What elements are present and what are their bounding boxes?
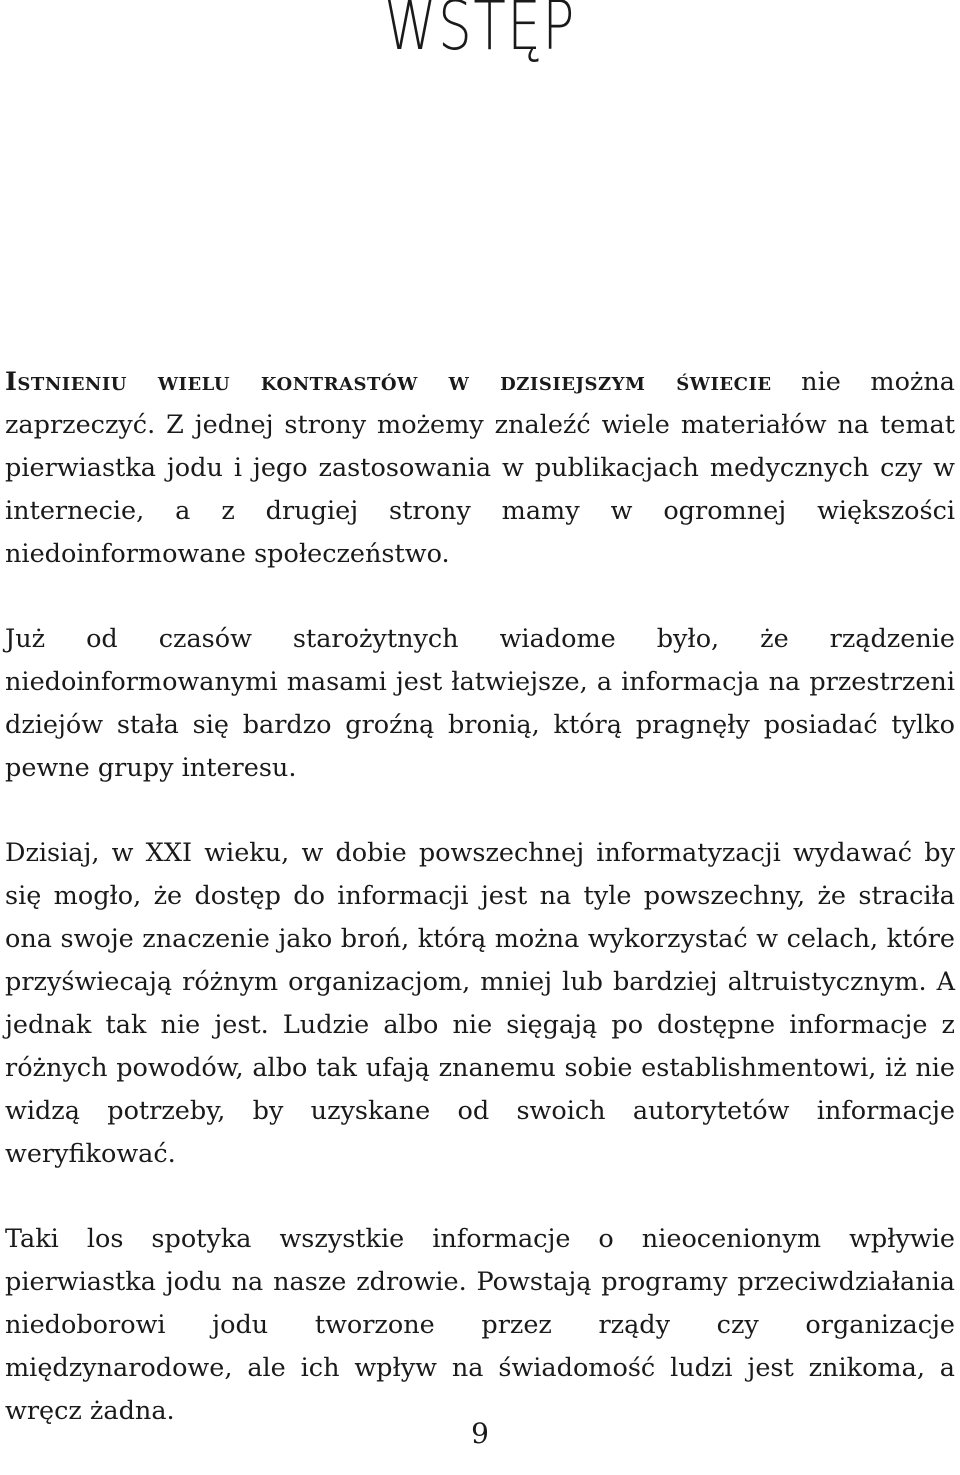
- paragraph-1-text: nie można zaprzeczyć. Z jednej strony możemy znaleźć wiele materiałów na temat pierwiastka jodu i jego zastosowania w publikacjach medycznych czy w internecie, a z drugiej strony mamy w ogromnej większości niedoinformowane społeczeństwo.: [5, 367, 955, 569]
- paragraph-2: Już od czasów starożytnych wiadome było, że rządzenie niedoinformowanymi masami jest łatwiejsze, a informacja na przestrzeni dziejów stała się bardzo groźną bronią, którą pragnęły posiadać tylko pewne grupy interesu.: [5, 624, 955, 783]
- paragraph-1: [5, 361, 955, 576]
- paragraph-3: Dzisiaj, w XXI wieku, w dobie powszechnej informatyzacji wydawać by się mogło, że dostęp do informacji jest na tyle powszechny, że straciła ona swoje znaczenie jako broń, którą można wykorzystać w celach, które przyświecają różnym organizacjom, mniej lub bardziej altruistycznym. A jednak tak nie jest. Ludzie albo nie sięgają po dostępne informacje z różnych powodów, albo tak ufają znanemu sobie establishmentowi, iż nie widzą potrzeby, by uzyskane od swoich autorytetów informacje weryfikować.: [5, 838, 955, 1169]
- lead-in-small-caps: Istnieniu wielu kontrastów w dzisiejszym świecie: [5, 367, 772, 397]
- main-text: [5, 361, 955, 1475]
- page-number: 9: [471, 1417, 489, 1450]
- page-title: WSTĘP: [384, 0, 576, 66]
- paragraph-4: Taki los spotyka wszystkie informacje o nieocenionym wpływie pierwiastka jodu na nasze zdrowie. Powstają programy przeciwdziałania niedoborowi jodu tworzone przez rządy czy organizacje międzynarodowe, ale ich wpływ na świadomość ludzi jest znikoma, a wręcz żadna.: [5, 1224, 955, 1426]
